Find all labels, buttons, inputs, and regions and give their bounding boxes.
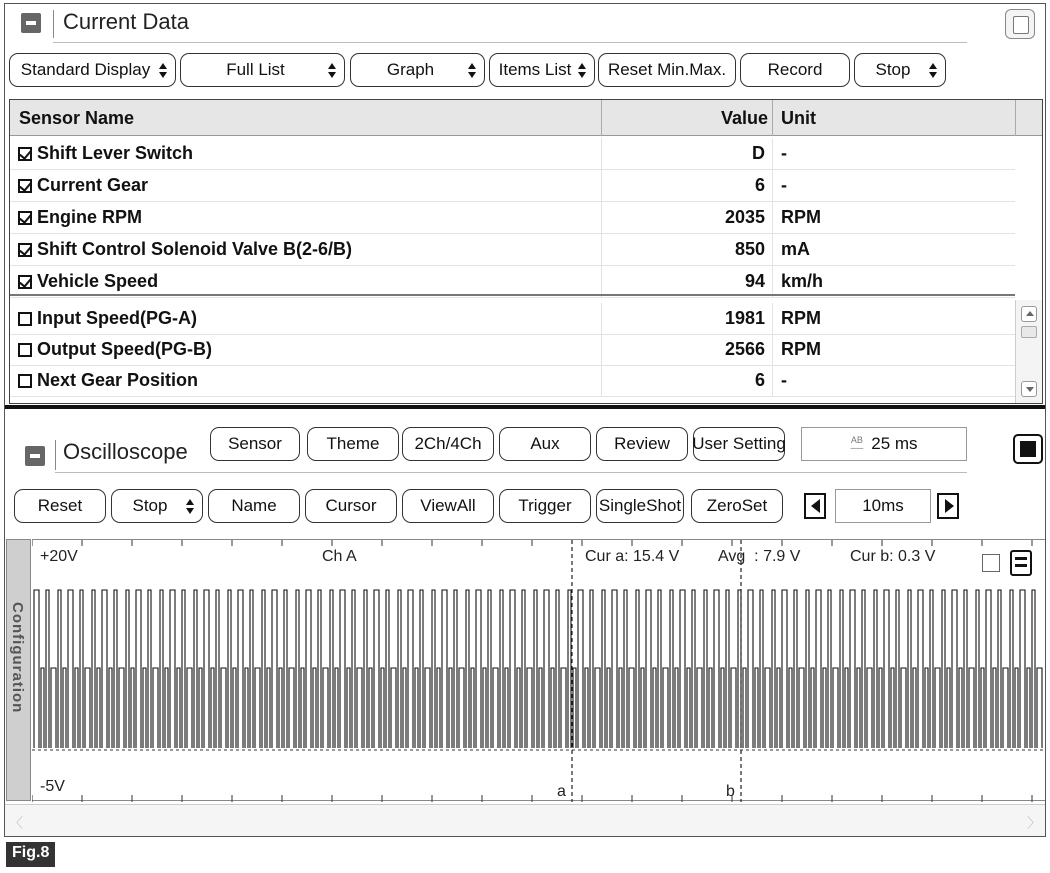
table-row[interactable] xyxy=(10,303,1015,335)
checked-checkbox-icon[interactable] xyxy=(18,211,32,225)
scan-tool-window xyxy=(4,3,1046,837)
panel-splitter[interactable] xyxy=(5,405,1045,409)
column-divider xyxy=(601,100,602,136)
cursor-b-readout: Cur b: 0.3 V xyxy=(850,548,936,565)
unchecked-checkbox-icon[interactable] xyxy=(18,312,32,326)
configuration-tab[interactable] xyxy=(6,539,31,801)
reset-min-max-button[interactable] xyxy=(598,53,736,87)
viewall-button-label: ViewAll xyxy=(420,496,476,515)
sensor-value: 94 xyxy=(744,271,765,291)
configuration-tab-label: Configuration xyxy=(9,602,26,714)
header-underline xyxy=(55,472,967,473)
full-list-button[interactable] xyxy=(180,53,345,87)
channel-label: Ch A xyxy=(322,548,357,565)
user-setting-button-label: User Setting xyxy=(692,434,786,453)
stop-button[interactable] xyxy=(854,53,946,87)
sensor-value: 2566 xyxy=(724,339,765,359)
cursor-b-marker[interactable]: b xyxy=(726,783,735,800)
sensor-value: D xyxy=(752,143,765,163)
table-row[interactable] xyxy=(10,234,1015,266)
sensor-name: Next Gear Position xyxy=(37,370,199,390)
sensor-name: Input Speed(PG-A) xyxy=(37,308,197,328)
cursor-a-readout: Cur a: 15.4 V xyxy=(585,548,680,565)
table-row[interactable] xyxy=(10,170,1015,202)
sensor-unit: - xyxy=(781,143,787,163)
stop-button[interactable] xyxy=(111,489,203,523)
timebase-field[interactable] xyxy=(835,489,931,523)
aux-button[interactable] xyxy=(499,427,591,461)
collapse-current-data-icon[interactable] xyxy=(21,13,41,33)
sensor-name: Current Gear xyxy=(37,175,149,195)
cell-divider xyxy=(601,234,602,266)
cell-divider xyxy=(772,170,773,202)
time-per-div-display xyxy=(801,427,967,461)
sensor-value: 6 xyxy=(754,175,765,195)
spinner-arrows-icon xyxy=(929,63,937,79)
sensor-unit: - xyxy=(781,370,787,390)
theme-button[interactable] xyxy=(307,427,399,461)
cell-divider xyxy=(772,202,773,234)
cell-divider xyxy=(772,334,773,366)
time-per-div-value: 25 ms xyxy=(871,434,918,453)
title-divider xyxy=(55,440,56,470)
2ch-4ch-button[interactable] xyxy=(402,427,494,461)
column-header-sensor-name[interactable]: Sensor Name xyxy=(19,108,135,128)
table-scrollbar[interactable] xyxy=(1015,300,1042,403)
graph-button-label: Graph xyxy=(386,60,435,79)
sensor-name: Shift Control Solenoid Valve B(2-6/B) xyxy=(37,239,353,259)
standard-display-button[interactable] xyxy=(9,53,176,87)
cell-divider xyxy=(772,138,773,170)
sensor-button-label: Sensor xyxy=(228,434,282,453)
trigger-button[interactable] xyxy=(499,489,591,523)
oscilloscope-screen[interactable] xyxy=(32,539,1045,801)
cursor-button-label: Cursor xyxy=(325,496,377,515)
sensor-value: 6 xyxy=(754,370,765,390)
table-row[interactable] xyxy=(10,138,1015,170)
sensor-unit: RPM xyxy=(781,308,821,328)
cell-divider xyxy=(601,202,602,234)
average-readout: Avg : 7.9 V xyxy=(718,548,801,565)
waveform-plot xyxy=(32,540,1045,802)
scroll-up-icon[interactable] xyxy=(1021,306,1037,322)
stop-capture-icon[interactable] xyxy=(1013,434,1043,464)
user-setting-button[interactable] xyxy=(693,427,785,461)
reset-button[interactable] xyxy=(14,489,106,523)
header-underline xyxy=(53,42,967,43)
cell-divider xyxy=(601,334,602,366)
collapse-oscilloscope-icon[interactable] xyxy=(25,446,45,466)
y-min-label: -5V xyxy=(40,778,65,795)
table-row[interactable] xyxy=(10,365,1015,397)
cell-divider xyxy=(772,234,773,266)
sensor-name: Shift Lever Switch xyxy=(37,143,194,163)
singleshot-button[interactable] xyxy=(596,489,684,523)
sensor-unit: - xyxy=(781,175,787,195)
selected-items-divider xyxy=(10,294,1015,296)
cell-divider xyxy=(772,365,773,397)
viewall-button[interactable] xyxy=(402,489,494,523)
sensor-name: Vehicle Speed xyxy=(37,271,159,291)
timebase-value: 10ms xyxy=(862,496,904,515)
sensor-button[interactable] xyxy=(210,427,300,461)
unchecked-checkbox-icon[interactable] xyxy=(18,374,32,388)
singleshot-button-label: SingleShot xyxy=(598,496,682,515)
column-divider xyxy=(772,100,773,136)
full-list-button-label: Full List xyxy=(226,60,285,79)
cursor-button[interactable] xyxy=(305,489,397,523)
zeroset-button-label: ZeroSet xyxy=(706,496,768,515)
reset-min-max-button-label: Reset Min.Max. xyxy=(607,60,727,79)
horizontal-scrollbar[interactable] xyxy=(5,804,1045,836)
sensor-name: Engine RPM xyxy=(37,207,143,227)
unchecked-checkbox-icon[interactable] xyxy=(18,343,32,357)
spinner-arrows-icon xyxy=(328,63,336,79)
cell-divider xyxy=(772,303,773,335)
scope-menu-icon[interactable] xyxy=(1010,550,1032,576)
sensor-unit: mA xyxy=(781,239,811,259)
column-header-value[interactable]: Value xyxy=(720,108,768,128)
sensor-name: Output Speed(PG-B) xyxy=(37,339,212,359)
current-data-header xyxy=(5,4,1045,44)
theme-button-label: Theme xyxy=(326,434,380,453)
table-row[interactable] xyxy=(10,202,1015,234)
scroll-thumb[interactable] xyxy=(1021,326,1037,338)
2ch-4ch-button-label: 2Ch/4Ch xyxy=(414,434,482,453)
title-divider xyxy=(53,10,54,38)
timebase-increase-icon[interactable] xyxy=(937,493,959,519)
name-button[interactable] xyxy=(208,489,300,523)
review-button[interactable] xyxy=(596,427,688,461)
items-list-button-label: Items List xyxy=(498,60,572,79)
scroll-left-icon[interactable]: 〈 xyxy=(9,815,23,831)
stop-button-label: Stop xyxy=(875,60,911,79)
column-divider xyxy=(1015,100,1016,136)
checked-checkbox-icon[interactable] xyxy=(18,147,32,161)
record-button[interactable] xyxy=(740,53,850,87)
spinner-arrows-icon xyxy=(468,63,476,79)
restore-window-icon[interactable] xyxy=(1005,9,1035,39)
y-max-label: +20V xyxy=(40,548,78,565)
review-button-label: Review xyxy=(614,434,670,453)
cell-divider xyxy=(601,303,602,335)
sensor-unit: RPM xyxy=(781,207,821,227)
sensor-value: 2035 xyxy=(724,207,765,227)
spinner-arrows-icon xyxy=(159,63,167,79)
sensor-unit: km/h xyxy=(781,271,824,291)
standard-display-button-label: Standard Display xyxy=(20,60,151,79)
checked-checkbox-icon[interactable] xyxy=(18,243,32,257)
trigger-button-label: Trigger xyxy=(518,496,572,515)
oscilloscope-title: Oscilloscope xyxy=(63,439,188,464)
spinner-arrows-icon xyxy=(578,63,586,79)
table-row[interactable] xyxy=(10,334,1015,366)
column-header-unit[interactable]: Unit xyxy=(781,108,816,128)
record-button-label: Record xyxy=(767,60,823,79)
stop-button-label: Stop xyxy=(132,496,168,515)
sensor-unit: RPM xyxy=(781,339,821,359)
sensor-value: 850 xyxy=(734,239,765,259)
cell-divider xyxy=(601,138,602,170)
current-data-title: Current Data xyxy=(63,9,189,34)
sensor-value: 1981 xyxy=(724,308,765,328)
checked-checkbox-icon[interactable] xyxy=(18,275,32,289)
ab-cursor-icon: AB ── xyxy=(850,435,864,453)
cell-divider xyxy=(601,170,602,202)
name-button-label: Name xyxy=(231,496,277,515)
items-list-button[interactable] xyxy=(489,53,595,87)
cell-divider xyxy=(601,365,602,397)
timebase-decrease-icon[interactable] xyxy=(804,493,826,519)
figure-label: Fig.8 xyxy=(6,842,55,867)
reset-button-label: Reset xyxy=(37,496,83,515)
zeroset-button[interactable] xyxy=(691,489,783,523)
signal-trace xyxy=(34,590,1042,748)
checked-checkbox-icon[interactable] xyxy=(18,179,32,193)
spinner-arrows-icon xyxy=(186,499,194,515)
table-header xyxy=(10,100,1042,136)
scroll-right-icon[interactable]: 〉 xyxy=(1027,815,1041,831)
scope-checkbox[interactable] xyxy=(982,554,1000,572)
cursor-a-marker[interactable]: a xyxy=(557,783,566,800)
sensor-table xyxy=(9,99,1043,404)
scroll-down-icon[interactable] xyxy=(1021,381,1037,397)
aux-button-label: Aux xyxy=(530,434,560,453)
graph-button[interactable] xyxy=(350,53,485,87)
